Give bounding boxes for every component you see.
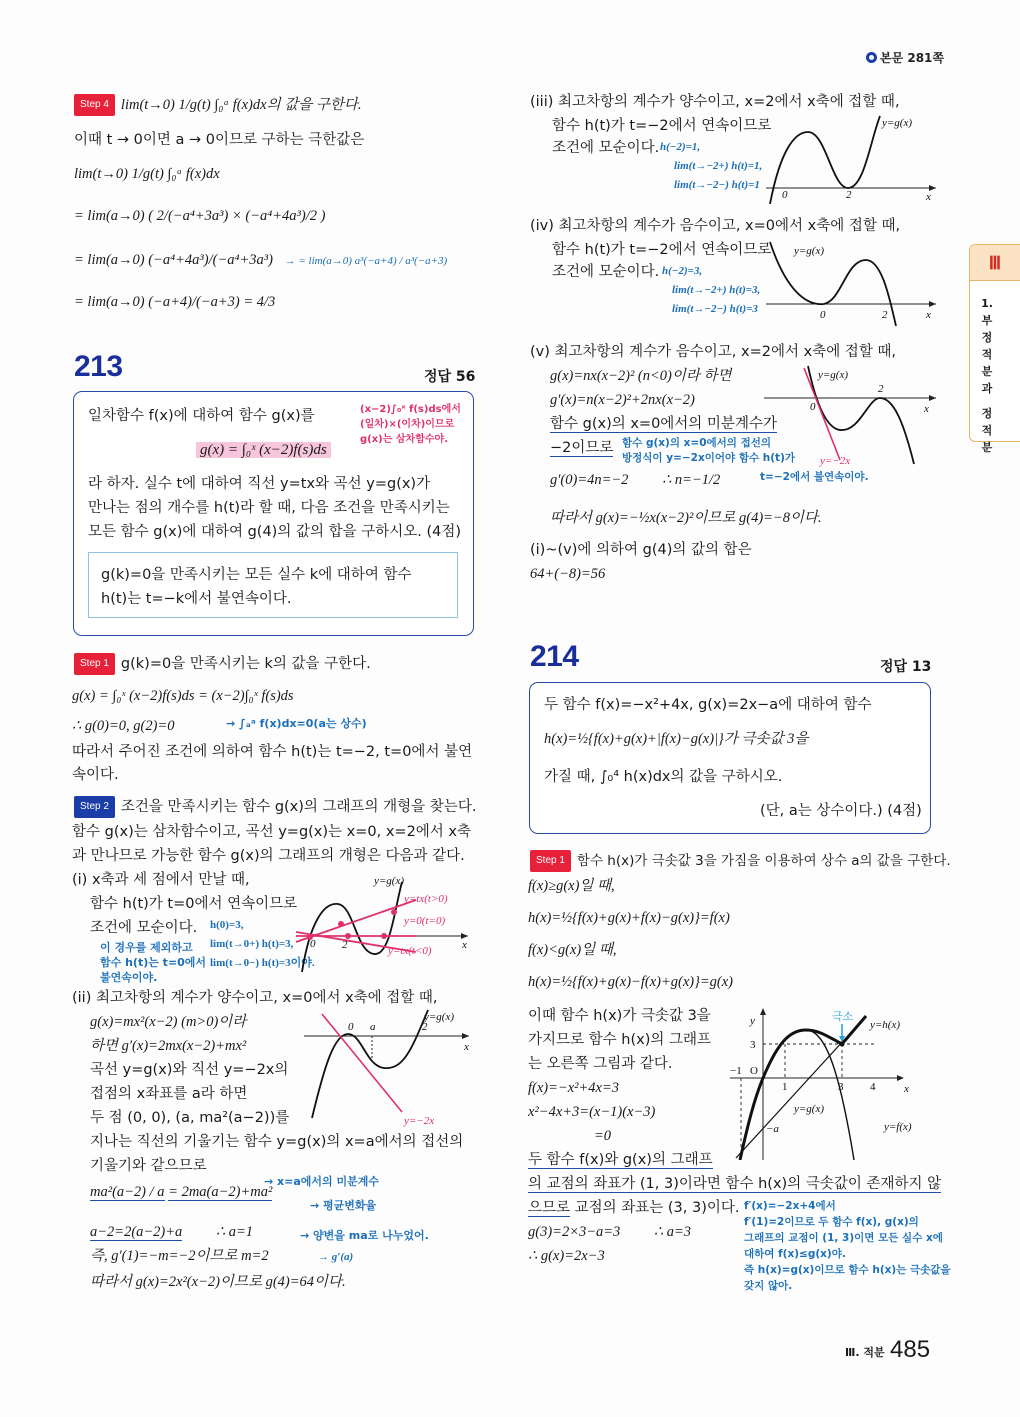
h-function-graph xyxy=(730,1004,936,1160)
simplify-note: → = lim(a→0) a³(−a+4) / a³(−a+3) xyxy=(284,255,448,267)
svg-text:y: y xyxy=(750,1015,755,1027)
svg-text:2: 2 xyxy=(846,189,852,201)
step-badge: Step 2 xyxy=(74,796,115,818)
text-line: 함수 h(t)가 t=−2에서 연속이므로 xyxy=(552,242,772,258)
step2-heading-213: Step 2 조건을 만족시키는 함수 g(x)의 그래프의 개형을 찾는다. xyxy=(74,796,476,818)
svg-text:O: O xyxy=(750,1065,758,1077)
svg-text:x: x xyxy=(926,191,931,203)
case-iv-graph xyxy=(766,240,946,330)
step1-heading-214: Step 1 함수 h(x)가 극솟값 3을 가짐을 이용하여 상수 a의 값을 구한다. xyxy=(530,850,951,872)
math-line: g′(x)=n(x−2)²+2nx(x−2) xyxy=(550,392,695,408)
svg-text:0: 0 xyxy=(810,401,816,413)
math-line: x²−4x+3=(x−1)(x−3) xyxy=(528,1104,656,1120)
svg-text:y=g(x): y=g(x) xyxy=(424,1011,455,1023)
case-i-note-right: h(0)=3, lim(t→0+) h(t)=3, lim(t→0−) h(t)=3이야. xyxy=(210,919,315,969)
text-line: 곡선 y=g(x)와 직선 y=−2x의 xyxy=(90,1062,289,1078)
text-line: 함수 g(x)의 x=0에서의 미분계수가 xyxy=(550,416,777,432)
page-reference: 본문 281쪽 xyxy=(866,49,944,66)
tangent-explanation-note: f′(x)=−2x+4에서 f′(1)=2이므로 두 함수 f(x), g(x)의 그래프의 교점이 (1, 3)이면 모든 실수 x에 대하여 f(x)≤g(x)야. 즉 h(x)=g(x)이므로 함수 h(x)는 극솟값을 갖지 않아. xyxy=(744,1200,951,1292)
svg-text:극소: 극소 xyxy=(832,1010,854,1023)
svg-text:0: 0 xyxy=(820,309,826,321)
text-line: 조건에 모순이다. xyxy=(552,264,660,280)
math-line: = lim(a→0) (−a+4)/(−a+3) = 4/3 xyxy=(74,294,276,310)
math-line: 하면 g′(x)=2mx(x−2)+mx² xyxy=(90,1038,247,1054)
math-line: 즉, g′(1)=−m=−2이므로 m=2 xyxy=(90,1248,269,1264)
svg-text:3: 3 xyxy=(750,1039,756,1051)
answer-214: 정답 13 xyxy=(880,659,932,675)
text-line: 조건에 모순이다. xyxy=(552,140,660,156)
step-badge: Step 1 xyxy=(530,850,571,872)
svg-text:−a: −a xyxy=(766,1123,779,1135)
text-line: 이때 t → 0이면 a → 0이므로 구하는 극한값은 xyxy=(74,132,365,148)
step4-heading: Step 4 lim(t→0) 1/g(t) ∫₀ᵃ f(x)dx의 값을 구한다. xyxy=(74,94,362,116)
condition-box xyxy=(88,552,458,618)
question-text: 일차함수 f(x)에 대하여 함수 g(x)를 xyxy=(88,408,315,424)
text-line: 조건에 모순이다. xyxy=(90,920,198,936)
text-line: 두 함수 f(x)와 g(x)의 그래프 xyxy=(528,1152,713,1168)
condition-text: g(k)=0을 만족시키는 모든 실수 k에 대하여 함수 xyxy=(101,567,412,583)
case-iii-graph xyxy=(766,112,946,204)
case-ii-result: 따라서 g(x)=2x²(x−2)이므로 g(4)=64이다. xyxy=(90,1274,346,1290)
svg-text:x: x xyxy=(462,939,467,951)
math-line: ∴ g(0)=0, g(2)=0 xyxy=(72,718,175,734)
svg-text:y=tx(t>0): y=tx(t>0) xyxy=(404,893,448,905)
math-line: g(x)=nx(x−2)² (n<0)이라 하면 xyxy=(550,368,732,384)
math-line: ∴ g(x)=2x−3 xyxy=(528,1248,605,1264)
svg-text:x: x xyxy=(904,1083,909,1095)
step-badge: Step 1 xyxy=(74,653,115,675)
math-line: g(3)=2×3−a=3 ∴ a=3 xyxy=(528,1224,692,1240)
text-line: 함수 h(t)가 t=0에서 연속이므로 xyxy=(90,896,298,912)
svg-text:−1: −1 xyxy=(730,1065,742,1077)
svg-text:0: 0 xyxy=(782,189,788,201)
text-line: 함수 h(t)가 t=−2에서 연속이므로 xyxy=(552,118,772,134)
text-line: 의 교점의 좌표가 (1, 3)이라면 함수 h(x)의 극솟값이 존재하지 않 xyxy=(528,1176,942,1192)
math-line: lim(t→0) 1/g(t) ∫₀ᵃ f(x)dx xyxy=(74,166,220,182)
text-line: 접점의 x좌표를 a라 하면 xyxy=(90,1086,248,1102)
condition-text: h(t)는 t=−k에서 불연속이다. xyxy=(101,591,292,607)
chapter-side-tab[interactable] xyxy=(969,244,1020,454)
question-text: 만나는 점의 개수를 h(t)라 할 때, 다음 조건을 만족시키는 xyxy=(88,500,450,516)
conclusion-sum: 64+(−8)=56 xyxy=(530,566,606,582)
math-line: = lim(a→0) ( 2/(−a⁴+3a³) × (−a⁴+4a³)/2 ) xyxy=(74,208,326,224)
svg-text:3: 3 xyxy=(838,1081,844,1093)
svg-text:2: 2 xyxy=(342,939,348,951)
question-text: (단, a는 상수이다.) (4점) xyxy=(760,803,922,819)
svg-text:x: x xyxy=(464,1041,469,1053)
text-line: −2이므로 xyxy=(550,440,614,456)
svg-text:y=f(x): y=f(x) xyxy=(884,1121,912,1133)
divide-note: → 양변을 ma로 나누었어. xyxy=(300,1229,429,1242)
math-line: g(x) = ∫₀ˣ (x−2)f(s)ds = (x−2)∫₀ˣ f(s)ds xyxy=(72,688,294,704)
svg-text:y=−2x: y=−2x xyxy=(820,455,851,467)
svg-text:y=g(x): y=g(x) xyxy=(882,117,913,129)
derivative-note: → x=a에서의 미분계수 xyxy=(264,1175,379,1188)
svg-text:y=−2x: y=−2x xyxy=(404,1115,435,1127)
case-i-title: (i) x축과 세 점에서 만날 때, xyxy=(72,872,250,888)
question-box-214 xyxy=(529,682,931,834)
case-v-graph xyxy=(764,364,944,468)
g-definition: g(x) = ∫₀ˣ (x−2)f(s)ds xyxy=(196,440,331,460)
svg-text:y=h(x): y=h(x) xyxy=(870,1019,901,1031)
svg-text:y=tx(t<0): y=tx(t<0) xyxy=(388,945,432,957)
case-i-graph xyxy=(296,872,476,982)
svg-text:0: 0 xyxy=(310,938,316,950)
math-line: f(x)=−x²+4x=3 xyxy=(528,1080,619,1096)
text-line: 는 오른쪽 그림과 같다. xyxy=(528,1056,673,1072)
footer-chapter-label: Ⅲ. 적분 xyxy=(845,1346,885,1359)
text-line: 지나는 직선의 기울기는 함수 y=g(x)의 x=a에서의 접선의 xyxy=(90,1134,464,1150)
svg-text:0: 0 xyxy=(348,1021,354,1033)
case-v-note-3: t=−2에서 불연속이야. xyxy=(760,471,869,483)
case-iii-notes: h(−2)=1, lim(t→−2+) h(t)=1, lim(t→−2−) h(t)=1 xyxy=(660,141,763,191)
question-text: 라 하자. 실수 t에 대하여 직선 y=tx와 곡선 y=g(x)가 xyxy=(88,476,431,492)
problem-number-214: 214 xyxy=(530,640,579,673)
text-line: 함수 g(x)는 삼차함수이고, 곡선 y=g(x)는 x=0, x=2에서 x축 xyxy=(72,824,472,840)
case-iii-title: (iii) 최고차항의 계수가 양수이고, x=2에서 x축에 접할 때, xyxy=(530,94,900,110)
section-title-vertical: 1. 부 정 적 분 과 정 적 분 xyxy=(981,297,993,454)
svg-text:a: a xyxy=(370,1021,376,1033)
question-text: h(x)=½{f(x)+g(x)+|f(x)−g(x)|}가 극솟값 3을 xyxy=(544,731,809,747)
case-iv-title: (iv) 최고차항의 계수가 음수이고, x=0에서 x축에 접할 때, xyxy=(530,218,901,234)
chapter-roman-numeral: Ⅲ xyxy=(970,245,1020,281)
slope-equation: ma²(a−2) / a = 2ma(a−2)+ma² xyxy=(90,1184,273,1200)
step1-heading-213: Step 1 g(k)=0을 만족시키는 k의 값을 구한다. xyxy=(74,653,371,675)
text-line: 가지므로 함수 h(x)의 그래프 xyxy=(528,1032,711,1048)
case-ii-title: (ii) 최고차항의 계수가 양수이고, x=0에서 x축에 접할 때, xyxy=(72,990,438,1006)
math-line: f(x)<g(x)일 때, xyxy=(528,942,617,958)
case-v-notes: 함수 g(x)의 x=0에서의 접선의 방정식이 y=−2x이어야 함수 h(t)가 xyxy=(622,437,796,464)
svg-text:y=g(x): y=g(x) xyxy=(818,369,849,381)
svg-text:y=g(x): y=g(x) xyxy=(794,245,825,257)
text-line: 속이다. xyxy=(72,767,119,783)
math-line: = lim(a→0) (−a⁴+4a³)/(−a⁴+3a³) → = lim(a→0) a³(−a+4) / a³(−a+3) xyxy=(74,252,448,268)
avg-rate-note: → 평균변화율 xyxy=(310,1199,377,1212)
answer-213: 정답 56 xyxy=(424,369,476,385)
math-line: g′(0)=4n=−2 ∴ n=−1/2 xyxy=(550,472,721,488)
math-line: f(x)≥g(x)일 때, xyxy=(528,878,615,894)
math-line: g(x)=mx²(x−2) (m>0)이라 xyxy=(90,1014,247,1030)
question-text: 가질 때, ∫₀⁴ h(x)dx의 값을 구하시오. xyxy=(544,769,783,785)
problem-number-213: 213 xyxy=(74,350,123,383)
svg-text:2: 2 xyxy=(422,1021,428,1033)
case-v-result: 따라서 g(x)=−½x(x−2)²이므로 g(4)=−8이다. xyxy=(550,510,822,526)
text-line: 으므로 교점의 좌표는 (3, 3)이다. xyxy=(528,1200,740,1216)
math-line: =0 xyxy=(594,1128,612,1144)
svg-text:x: x xyxy=(926,309,931,321)
circle-bullet-icon xyxy=(866,52,877,63)
text-line: 과 만나므로 가능한 함수 g(x)의 그래프의 개형은 다음과 같다. xyxy=(72,848,465,864)
question-box-213 xyxy=(73,391,474,636)
svg-text:y=g(x): y=g(x) xyxy=(794,1103,825,1115)
step-badge: Step 4 xyxy=(74,94,115,116)
svg-text:y=0(t=0): y=0(t=0) xyxy=(404,915,446,927)
case-ii-graph xyxy=(304,1008,474,1128)
svg-text:2: 2 xyxy=(882,309,888,321)
math-line: h(x)=½{f(x)+g(x)−f(x)+g(x)}=g(x) xyxy=(528,974,734,990)
text-line: 기울기와 같으므로 xyxy=(90,1158,207,1174)
case-i-note-left: 이 경우를 제외하고 함수 h(t)는 t=0에서 불연속이야. xyxy=(100,941,207,984)
math-line: a−2=2(a−2)+a ∴ a=1 xyxy=(90,1224,254,1240)
gprime-note: → g′(a) xyxy=(318,1251,354,1263)
text-line: 이때 함수 h(x)가 극솟값 3을 xyxy=(528,1008,711,1024)
svg-text:1: 1 xyxy=(782,1081,788,1093)
text-line: 두 점 (0, 0), (a, ma²(a−2))를 xyxy=(90,1110,290,1126)
question-text: 두 함수 f(x)=−x²+4x, g(x)=2x−a에 대하여 함수 xyxy=(544,697,872,713)
svg-text:2: 2 xyxy=(878,383,884,395)
math-line: h(x)=½{f(x)+g(x)+f(x)−g(x)}=f(x) xyxy=(528,910,730,926)
integral-zero-note: → ∫ₐᵃ f(x)dx=0(a는 상수) xyxy=(226,717,367,730)
cubic-note: (x−2)∫₀ˣ f(s)ds에서 (일차)×(이차)이므로 g(x)는 삼차함수야. xyxy=(360,404,461,445)
svg-text:y=g(x): y=g(x) xyxy=(374,875,405,887)
conclusion-text: (i)~(v)에 의하여 g(4)의 값의 합은 xyxy=(530,542,752,558)
question-text: 모든 함수 g(x)에 대하여 g(4)의 값의 합을 구하시오. (4점) xyxy=(88,524,461,540)
case-v-title: (v) 최고차항의 계수가 음수이고, x=2에서 x축에 접할 때, xyxy=(530,344,897,360)
case-iv-notes: h(−2)=3, lim(t→−2+) h(t)=3, lim(t→−2−) h(t)=3 xyxy=(662,265,761,315)
svg-text:4: 4 xyxy=(870,1081,876,1093)
text-line: 따라서 주어진 조건에 의하여 함수 h(t)는 t=−2, t=0에서 불연 xyxy=(72,744,473,760)
svg-text:x: x xyxy=(924,403,929,415)
page-number: 485 xyxy=(890,1336,931,1363)
